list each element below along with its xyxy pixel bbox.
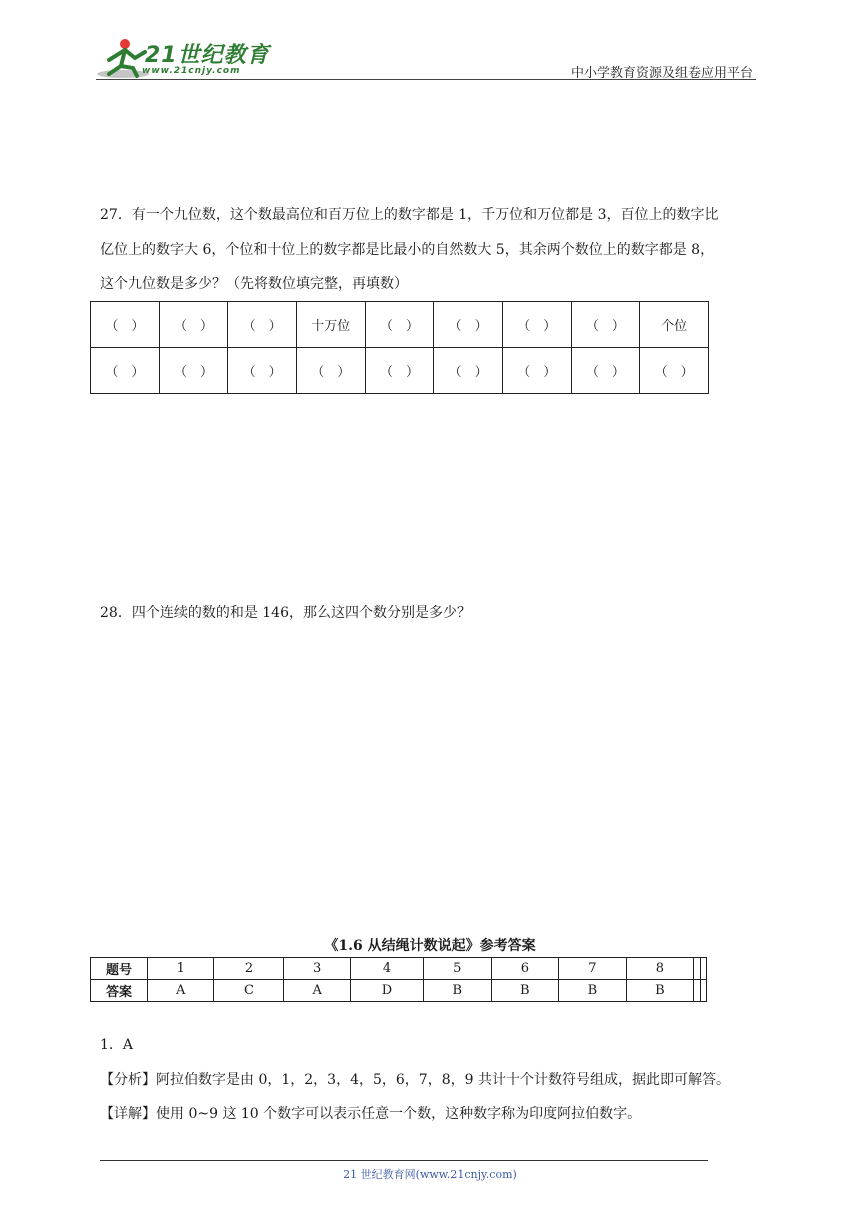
digit-cell: （ ） [502, 348, 571, 394]
digit-cell: （ ） [365, 348, 434, 394]
q27-line3: 这个九位数是多少？（先将数位填完整，再填数） [100, 276, 408, 292]
place-cell: （ ） [365, 302, 434, 348]
place-cell: 个位 [640, 302, 709, 348]
answer-cell: C [214, 980, 284, 1002]
digit-cell: （ ） [228, 348, 297, 394]
solution-item: 1．A [100, 1037, 134, 1053]
answer-head-cell: 7 [559, 958, 627, 980]
digit-cell: （ ） [571, 348, 640, 394]
footer-text: 21 世纪教育网(www.21cnjy.com) [343, 1168, 517, 1181]
place-cell: （ ） [434, 302, 503, 348]
header-divider [96, 79, 756, 80]
answer-head-label: 题号 [91, 958, 148, 980]
brand-url: www.21cnjy.com [142, 66, 241, 76]
digit-cell: （ ） [91, 348, 160, 394]
answer-head-cell: 3 [284, 958, 350, 980]
answer-head-cell: 5 [424, 958, 492, 980]
answer-cell: B [626, 980, 694, 1002]
digit-cell: （ ） [296, 348, 365, 394]
answer-cell: D [350, 980, 423, 1002]
answer-cell [700, 980, 706, 1002]
place-cell: （ ） [159, 302, 228, 348]
answer-cell: B [491, 980, 559, 1002]
digit-cell: （ ） [159, 348, 228, 394]
answer-head-cell: 8 [626, 958, 694, 980]
q28-text: 28．四个连续的数的和是 146，那么这四个数分别是多少？ [100, 605, 471, 621]
q27-line2: 亿位上的数字大 6，个位和十位上的数字都是比最小的自然数大 5，其余两个数位上的数字都是 8， [100, 242, 715, 258]
answers-title: 《1.6 从结绳计数说起》参考答案 [324, 938, 536, 954]
answer-cell: A [284, 980, 350, 1002]
digit-cell: （ ） [434, 348, 503, 394]
place-cell: （ ） [571, 302, 640, 348]
platform-name: 中小学教育资源及组卷应用平台 [571, 66, 754, 81]
answer-cell: A [148, 980, 214, 1002]
footer-divider [100, 1160, 708, 1161]
q27-line1: 27．有一个九位数，这个数最高位和百万位上的数字都是 1，千万位和万位都是 3，百位上的数字比 [100, 207, 719, 223]
answer-head-cell: 1 [148, 958, 214, 980]
place-cell: （ ） [502, 302, 571, 348]
answer-cell: B [424, 980, 492, 1002]
answer-head-cell: 2 [214, 958, 284, 980]
answer-head-cell: 4 [350, 958, 423, 980]
answer-table [90, 957, 707, 1002]
answer-row-label: 答案 [91, 980, 148, 1002]
brand-name: 21世纪教育 [145, 43, 270, 68]
answer-head-cell [700, 958, 706, 980]
answer-head-cell: 6 [491, 958, 559, 980]
answer-cell: B [559, 980, 627, 1002]
solution-detail: 【详解】使用 0~9 这 10 个数字可以表示任意一个数，这种数字称为印度阿拉伯数字。 [100, 1106, 642, 1122]
place-cell: （ ） [91, 302, 160, 348]
solution-analysis: 【分析】阿拉伯数字是由 0，1，2，3，4，5，6，7，8，9 共计十个计数符号组成，据此即可解答。 [100, 1072, 730, 1088]
place-cell: 十万位 [296, 302, 365, 348]
place-cell: （ ） [228, 302, 297, 348]
digit-cell: （ ） [640, 348, 709, 394]
place-value-table [90, 301, 709, 394]
